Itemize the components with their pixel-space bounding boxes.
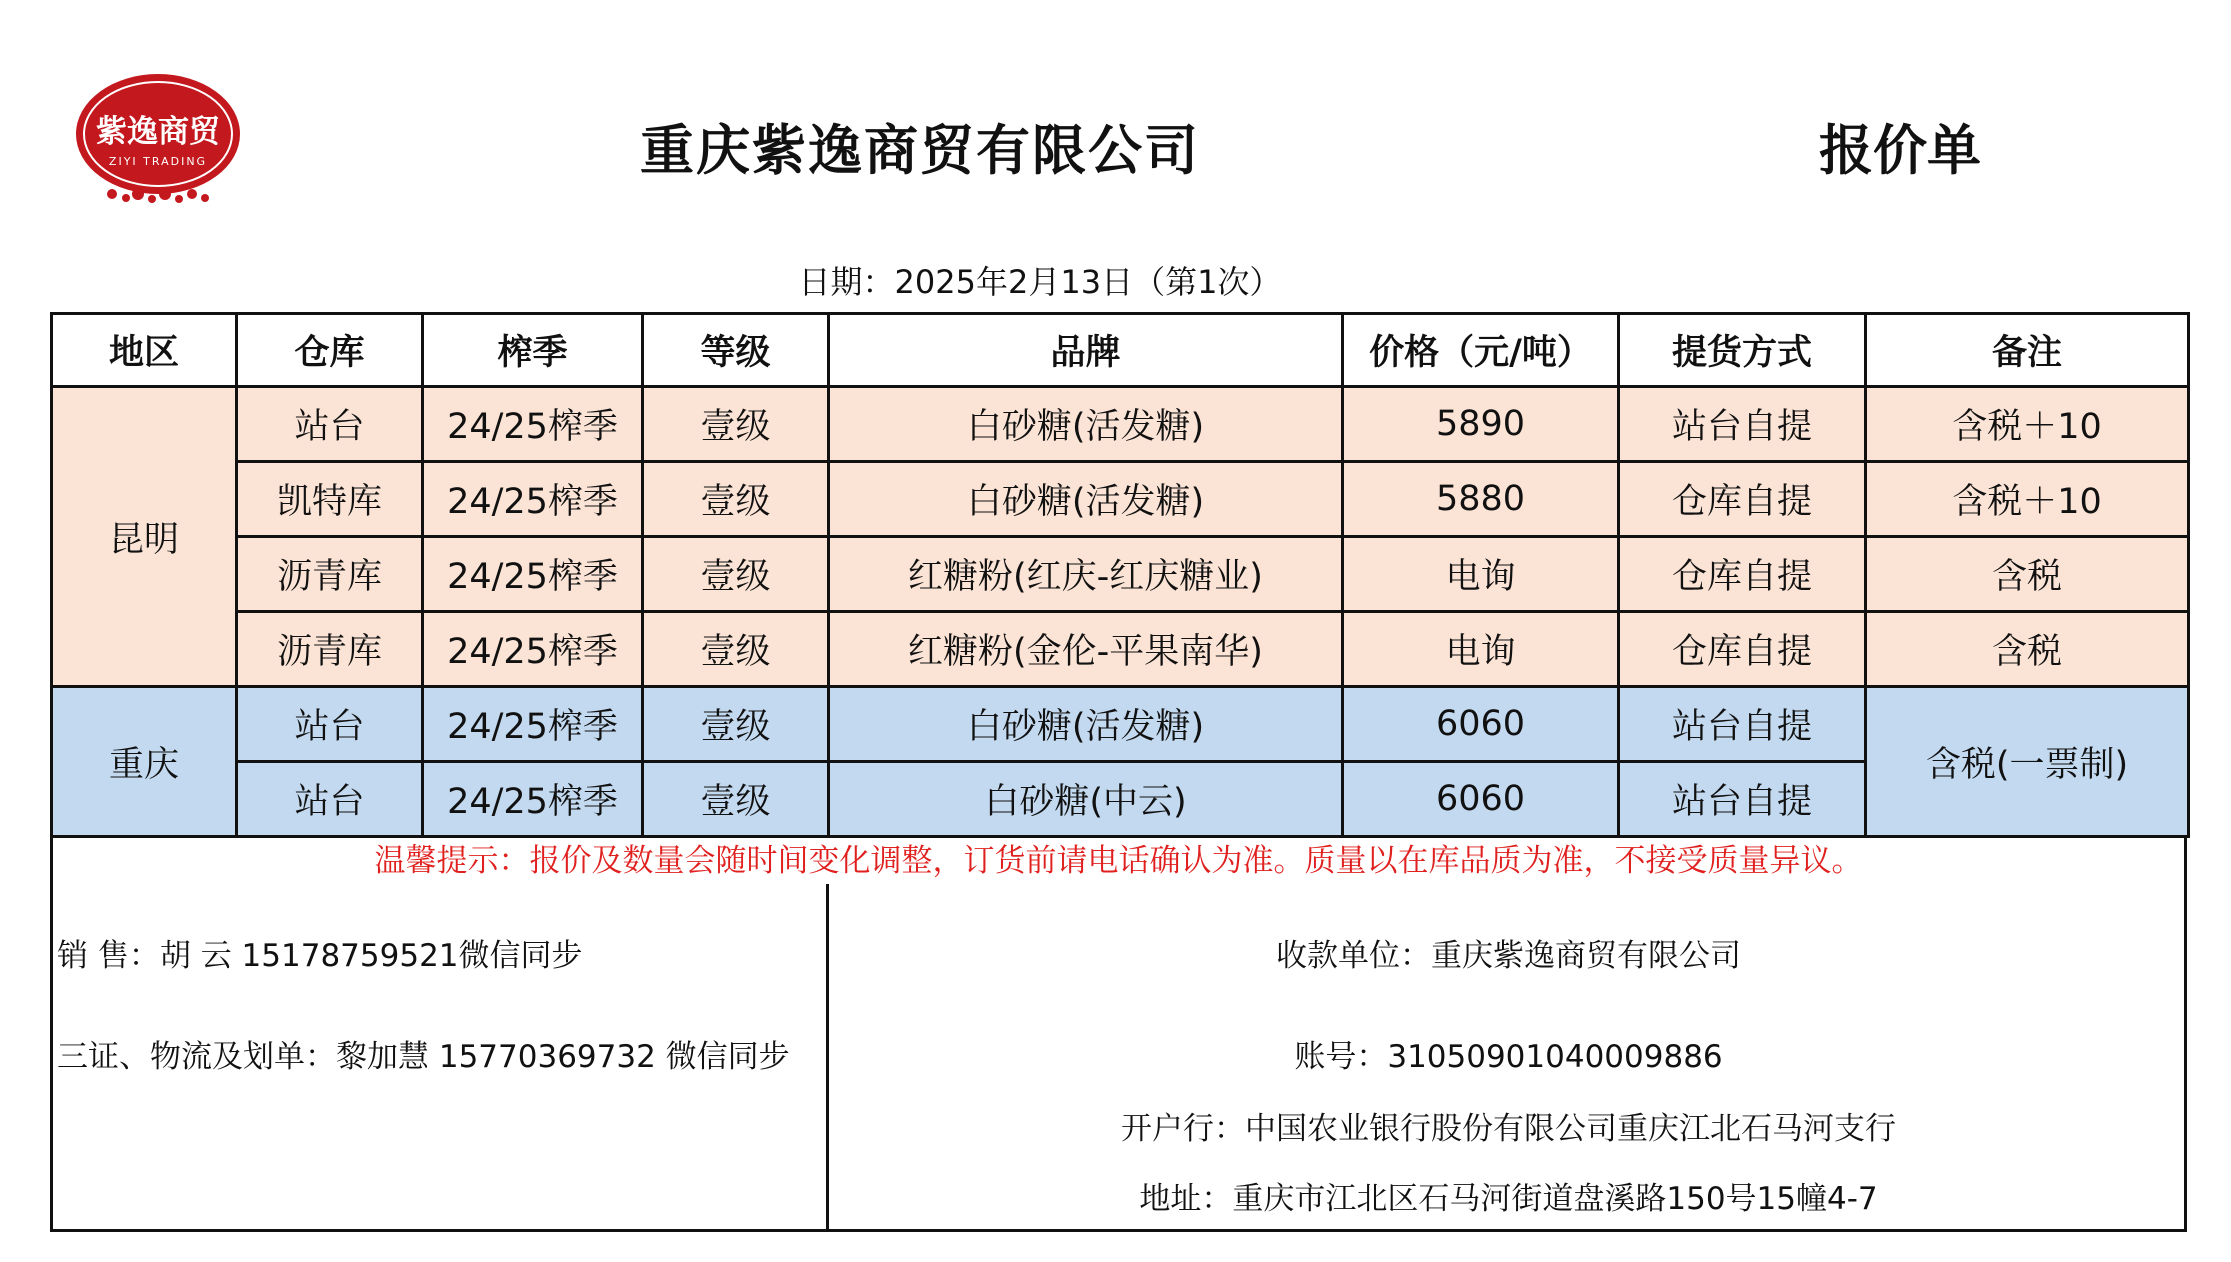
brand-cell: 白砂糖(活发糖) <box>829 387 1343 462</box>
logo-text: 紫逸商贸 <box>96 114 220 150</box>
warehouse-cell: 凯特库 <box>237 462 423 537</box>
note-cell: 含税 <box>1866 537 2189 612</box>
pickup-cell: 仓库自提 <box>1619 462 1866 537</box>
note-cell: 含税＋10 <box>1866 387 2189 462</box>
header-season: 榨季 <box>423 314 643 387</box>
grade-cell: 壹级 <box>643 462 829 537</box>
grade-cell: 壹级 <box>643 687 829 762</box>
price-table <box>50 312 2190 838</box>
price-cell: 电询 <box>1343 537 1619 612</box>
footer-box <box>50 838 2187 1232</box>
quote-date: 日期：2025年2月13日（第1次） <box>798 263 1282 301</box>
header-warehouse: 仓库 <box>237 314 423 387</box>
region-cell: 重庆 <box>52 687 237 837</box>
table-row <box>52 462 2189 537</box>
pickup-cell: 站台自提 <box>1619 762 1866 837</box>
header-note: 备注 <box>1866 314 2189 387</box>
price-cell: 6060 <box>1343 762 1619 837</box>
payee: 收款单位：重庆紫逸商贸有限公司 <box>1276 938 1741 974</box>
warehouse-cell: 站台 <box>237 387 423 462</box>
season-cell: 24/25榨季 <box>423 537 643 612</box>
warehouse-cell: 站台 <box>237 687 423 762</box>
pickup-cell: 站台自提 <box>1619 387 1866 462</box>
document-title: 报价单 <box>1819 119 1981 182</box>
logo-subtext: ZIYI TRADING <box>108 155 208 168</box>
pickup-cell: 站台自提 <box>1619 687 1866 762</box>
season-cell: 24/25榨季 <box>423 462 643 537</box>
header-brand: 品牌 <box>829 314 1343 387</box>
grade-cell: 壹级 <box>643 537 829 612</box>
table-header-row <box>52 314 2189 387</box>
grade-cell: 壹级 <box>643 612 829 687</box>
bank-name: 开户行：中国农业银行股份有限公司重庆江北石马河支行 <box>1121 1111 1896 1147</box>
footer-divider <box>826 884 829 1229</box>
pickup-cell: 仓库自提 <box>1619 612 1866 687</box>
grade-cell: 壹级 <box>643 762 829 837</box>
season-cell: 24/25榨季 <box>423 612 643 687</box>
company-title: 重庆紫逸商贸有限公司 <box>640 119 1200 182</box>
price-cell: 6060 <box>1343 687 1619 762</box>
brand-cell: 红糖粉(金伦-平果南华) <box>829 612 1343 687</box>
brand-cell: 白砂糖(活发糖) <box>829 687 1343 762</box>
pickup-cell: 仓库自提 <box>1619 537 1866 612</box>
note-cell: 含税 <box>1866 612 2189 687</box>
account-number: 账号：31050901040009886 <box>1294 1039 1723 1075</box>
table-row <box>52 612 2189 687</box>
table-row <box>52 537 2189 612</box>
note-cell: 含税＋10 <box>1866 462 2189 537</box>
brand-cell: 白砂糖(中云) <box>829 762 1343 837</box>
address: 地址：重庆市江北区石马河街道盘溪路150号15幢4-7 <box>1139 1181 1878 1217</box>
price-cell: 5890 <box>1343 387 1619 462</box>
season-cell: 24/25榨季 <box>423 387 643 462</box>
company-logo <box>72 72 244 204</box>
warning-notice: 温馨提示：报价及数量会随时间变化调整，订货前请电话确认为准。质量以在库品质为准，不接受质量异议。 <box>374 843 1863 879</box>
warehouse-cell: 站台 <box>237 762 423 837</box>
header-grade: 等级 <box>643 314 829 387</box>
season-cell: 24/25榨季 <box>423 762 643 837</box>
warehouse-cell: 沥青库 <box>237 612 423 687</box>
warehouse-cell: 沥青库 <box>237 537 423 612</box>
table-row <box>52 687 2189 762</box>
brand-cell: 红糖粉(红庆-红庆糖业) <box>829 537 1343 612</box>
header-pickup: 提货方式 <box>1619 314 1866 387</box>
logistics-contact: 三证、物流及划单：黎加慧 15770369732 微信同步 <box>57 1039 790 1075</box>
brand-cell: 白砂糖(活发糖) <box>829 462 1343 537</box>
season-cell: 24/25榨季 <box>423 687 643 762</box>
region-cell: 昆明 <box>52 387 237 687</box>
price-cell: 5880 <box>1343 462 1619 537</box>
header-region: 地区 <box>52 314 237 387</box>
sales-contact: 销 售：胡 云 15178759521微信同步 <box>57 938 583 974</box>
note-cell: 含税(一票制) <box>1866 687 2189 837</box>
grade-cell: 壹级 <box>643 387 829 462</box>
table-row <box>52 387 2189 462</box>
header-price: 价格（元/吨） <box>1343 314 1619 387</box>
price-cell: 电询 <box>1343 612 1619 687</box>
